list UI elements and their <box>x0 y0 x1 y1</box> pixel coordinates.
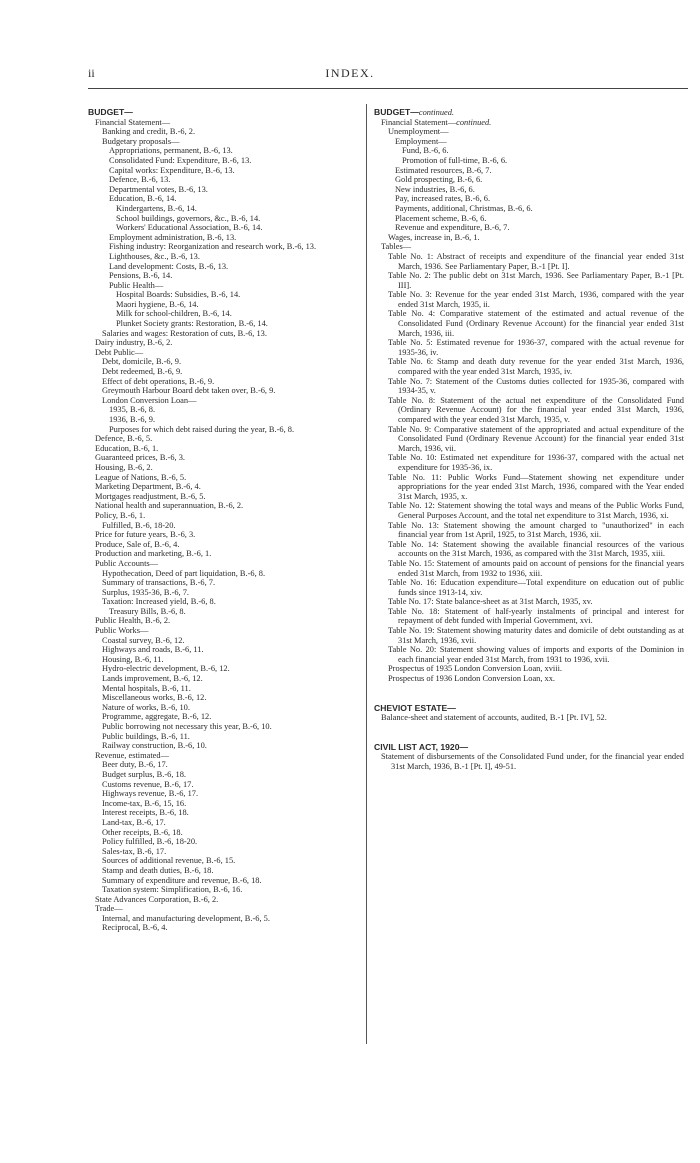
index-entry-text: Maori hygiene, B.-6, 14. <box>116 299 199 309</box>
index-entry <box>88 837 360 847</box>
index-entry-text: Table No. 1: Abstract of receipts and expenditure of the financial year ended 31st March, 1936. See Parliamentary Paper, B.-1 [Pt. I]. <box>388 251 684 271</box>
index-entry-text: Treasury Bills, B.-6, 8. <box>109 606 186 616</box>
index-entry-text: Wages, increase in, B.-6, 1. <box>388 232 480 242</box>
index-entry <box>88 501 360 511</box>
index-entry-text: Lighthouses, &c., B.-6, 13. <box>109 251 200 261</box>
index-entry <box>88 204 360 214</box>
index-entry-text: Table No. 19: Statement showing maturity dates and domicile of debt outstanding as at 31st March, 1936, xvii. <box>388 626 684 645</box>
index-entry <box>88 597 360 607</box>
index-entry-text: Beer duty, B.-6, 17. <box>102 760 168 770</box>
index-entry <box>88 780 360 790</box>
index-column-right <box>374 108 684 772</box>
index-entry <box>88 770 360 780</box>
index-entry-text: Table No. 14: Statement showing the available financial resources of the various accounts on the 31st March, 1936, as compared with the 31st March, 1935, xiii. <box>388 539 684 559</box>
index-entry <box>374 127 684 137</box>
index-entry <box>88 760 360 770</box>
index-entry-text: CHEVIOT ESTATE— <box>374 702 456 713</box>
index-entry-text: Highways and roads, B.-6, 11. <box>102 645 204 655</box>
index-entry-text: Plunket Society grants: Restoration, B.-6, 14. <box>116 319 268 329</box>
index-entry-text: Greymouth Harbour Board debt taken over, B.-6, 9. <box>102 386 276 396</box>
index-entry <box>374 309 684 338</box>
index-entry-text: New industries, B.-6, 6. <box>395 184 475 194</box>
index-entry <box>374 271 684 290</box>
index-entry-text: BUDGET— <box>374 107 419 117</box>
index-entry <box>88 319 360 329</box>
index-entry <box>88 847 360 857</box>
index-entry <box>374 540 684 559</box>
index-entry <box>88 655 360 665</box>
index-entry <box>88 530 360 540</box>
index-entry <box>88 127 360 137</box>
index-entry <box>88 923 360 933</box>
index-entry <box>88 175 360 185</box>
index-entry-text: Hypothecation, Deed of part liquidation, B.-6, 8. <box>102 568 266 578</box>
index-entry <box>88 252 360 262</box>
index-entry <box>374 664 684 674</box>
index-entry-text: Table No. 16: Education expenditure—Total expenditure on education out of public funds since 1913-14, xiv. <box>388 578 684 597</box>
index-entry-text: Programme, aggregate, B.-6, 12. <box>102 712 212 722</box>
index-entry <box>374 242 684 252</box>
index-entry <box>88 732 360 742</box>
index-entry-text: London Conversion Loan— <box>102 395 197 405</box>
index-entry-text: Marketing Department, B.-6, 4. <box>95 482 201 492</box>
index-entry-text: Pay, increased rates, B.-6, 6. <box>395 194 491 204</box>
index-entry <box>88 463 360 473</box>
index-entry <box>88 492 360 502</box>
index-entry <box>374 521 684 540</box>
index-entry-text: Public Health— <box>109 280 164 290</box>
index-entry <box>88 434 360 444</box>
index-entry-text: CIVIL LIST ACT, 1920— <box>374 741 469 752</box>
index-entry-text: Budgetary proposals— <box>102 136 180 146</box>
index-entry <box>88 569 360 579</box>
index-entry-text: Reciprocal, B.-6, 4. <box>102 923 168 933</box>
index-entry-text: Table No. 7: Statement of the Customs duties collected for 1935-36, compared with 1934-35, v. <box>388 376 684 396</box>
index-entry-text: Table No. 12: Statement showing the total ways and means of the Public Works Fund, General Purposes Account, and the total net expenditure to 31st March, 1936, xi. <box>388 501 684 520</box>
index-entry-text: Salaries and wages: Restoration of cuts, B.-6, 13. <box>102 328 267 338</box>
index-heading <box>374 108 684 118</box>
index-entry-text: League of Nations, B.-6, 5. <box>95 472 187 482</box>
page-number: ii <box>88 66 95 80</box>
index-entry <box>88 156 360 166</box>
index-entry-text: Hydro-electric development, B.-6, 12. <box>102 664 230 674</box>
index-entry-text: Employment administration, B.-6, 13. <box>109 232 237 242</box>
index-entry-text: Revenue and expenditure, B.-6, 7. <box>395 223 510 233</box>
index-entry-text: Table No. 4: Comparative statement of the estimated and actual revenue of the Consolidated Fund (Ordinary Revenue Account) for the financial year ended 31st March, 1936, iii. <box>388 309 684 338</box>
index-entry <box>374 501 684 520</box>
index-entry-text: Prospectus of 1936 London Conversion Loan, xx. <box>388 674 556 684</box>
index-entry <box>88 741 360 751</box>
index-entry-text: Gold prospecting, B.-6, 6. <box>395 175 483 185</box>
index-entry-text: Railway construction, B.-6, 10. <box>102 741 207 751</box>
index-entry <box>88 473 360 483</box>
index-entry-text: Coastal survey, B.-6, 12. <box>102 635 185 645</box>
index-entry-text: Statement of disbursements of the Consolidated Fund under, for the financial year ended 31st March, 1936, B.-1 [Pt. I], 49-51. <box>381 752 684 771</box>
index-entry <box>374 626 684 645</box>
index-entry <box>88 309 360 319</box>
index-entry-text: Lands improvement, B.-6, 12. <box>102 674 203 684</box>
index-entry <box>374 674 684 684</box>
index-entry <box>374 713 684 723</box>
index-entry-text: Taxation: Increased yield, B.-6, 8. <box>102 597 216 607</box>
header-rule <box>88 88 688 89</box>
index-entry <box>88 223 360 233</box>
index-entry <box>88 607 360 617</box>
continued-label: continued. <box>418 108 455 117</box>
index-entry <box>374 357 684 376</box>
index-entry-text: Land development: Costs, B.-6, 13. <box>109 261 229 271</box>
index-entry <box>88 616 360 626</box>
index-entry-text: Sources of additional revenue, B.-6, 15. <box>102 856 236 866</box>
index-entry <box>374 175 684 185</box>
index-entry <box>374 607 684 626</box>
index-entry <box>88 262 360 272</box>
index-entry <box>88 856 360 866</box>
index-entry <box>88 425 360 435</box>
index-entry-text: Debt Public— <box>95 347 144 357</box>
index-entry-text: Policy fulfilled, B.-6, 18-20. <box>102 837 198 847</box>
index-entry <box>88 386 360 396</box>
index-entry <box>88 818 360 828</box>
index-entry <box>88 377 360 387</box>
index-entry-text: Balance-sheet and statement of accounts, audited, B.-1 [Pt. IV], 52. <box>381 713 607 723</box>
index-entry-text: Purposes for which debt raised during the year, B.-6, 8. <box>109 424 295 434</box>
index-entry <box>374 396 684 425</box>
index-entry <box>88 367 360 377</box>
index-entry-text: Table No. 15: Statement of amounts paid on account of pensions for the financial years ended 31st March, from 1932 to 1936, xiii. <box>388 558 684 578</box>
index-entry-text: Estimated resources, B.-6, 7. <box>395 165 492 175</box>
index-entry <box>88 185 360 195</box>
index-entry <box>374 185 684 195</box>
index-entry <box>374 290 684 309</box>
index-entry-text: Promotion of full-time, B.-6, 6. <box>402 155 508 165</box>
index-entry <box>374 597 684 607</box>
index-entry-text: Public Health, B.-6, 2. <box>95 616 171 626</box>
index-entry <box>88 578 360 588</box>
index-entry-text: Customs revenue, B.-6, 17. <box>102 779 194 789</box>
index-entry <box>374 377 684 396</box>
index-entry <box>88 712 360 722</box>
index-entry <box>88 137 360 147</box>
index-entry-text: Public Accounts— <box>95 558 159 568</box>
index-entry-text: Mortgages readjustment, B.-6, 5. <box>95 491 206 501</box>
index-entry <box>374 752 684 771</box>
index-entry <box>374 645 684 664</box>
index-entry-text: Production and marketing, B.-6, 1. <box>95 549 212 559</box>
index-entry-text: Public buildings, B.-6, 11. <box>102 731 190 741</box>
index-entry <box>374 137 684 147</box>
index-entry <box>88 396 360 406</box>
index-entry <box>88 895 360 905</box>
index-entry-text: Table No. 11: Public Works Fund—Statement showing net expenditure under appropriations for the year ended 31st March, 1936, compared with the Year ended 31st March, 1935, x. <box>388 472 684 501</box>
index-entry <box>88 559 360 569</box>
index-entry <box>88 290 360 300</box>
index-entry-text: 1936, B.-6, 9. <box>109 415 156 424</box>
index-entry-text: Revenue, estimated— <box>95 750 169 760</box>
index-entry <box>374 214 684 224</box>
index-heading <box>374 743 684 753</box>
index-entry <box>374 453 684 472</box>
index-entry-text: Housing, B.-6, 11. <box>102 654 164 664</box>
index-entry-text: Summary of expenditure and revenue, B.-6, 18. <box>102 875 262 885</box>
index-entry-text: Interest receipts, B.-6, 18. <box>102 808 189 818</box>
index-entry <box>374 166 684 176</box>
index-entry <box>374 338 684 357</box>
index-entry-text: Appropriations, permanent, B.-6, 13. <box>109 146 233 156</box>
index-entry <box>374 578 684 597</box>
index-entry <box>88 300 360 310</box>
index-entry-text: Employment— <box>395 136 447 146</box>
column-divider <box>366 104 367 1044</box>
index-entry-text: Miscellaneous works, B.-6, 12. <box>102 693 207 703</box>
index-entry <box>88 511 360 521</box>
index-entry <box>88 904 360 914</box>
index-entry-text: Table No. 10: Estimated net expenditure for 1936-37, compared with the actual net expenditure for 1935-36, ix. <box>388 453 684 472</box>
index-entry <box>374 252 684 271</box>
index-entry-text: Workers' Educational Association, B.-6, 14. <box>116 223 263 233</box>
index-entry-text: Internal, and manufacturing development, B.-6, 5. <box>102 913 270 923</box>
index-entry-text: Taxation system: Simplification, B.-6, 16. <box>102 885 243 895</box>
index-entry-text: Surplus, 1935-36, B.-6, 7. <box>102 587 190 597</box>
index-entry-text: Table No. 13: Statement showing the amount charged to "unauthorized" in each financial year from 1st April, 1925, to 31st March, 1936, xii. <box>388 520 684 540</box>
index-entry <box>88 588 360 598</box>
index-entry-text: Consolidated Fund: Expenditure, B.-6, 13. <box>109 155 252 165</box>
index-entry-text: Pensions, B.-6, 14. <box>109 271 173 281</box>
index-entry <box>88 405 360 415</box>
index-entry <box>88 828 360 838</box>
index-entry <box>88 271 360 281</box>
index-entry <box>88 866 360 876</box>
index-entry <box>374 233 684 243</box>
index-heading <box>374 704 684 714</box>
index-entry <box>88 885 360 895</box>
index-entry-text: Nature of works, B.-6, 10. <box>102 702 190 712</box>
index-entry <box>374 146 684 156</box>
index-entry <box>88 540 360 550</box>
index-entry-text: Policy, B.-6, 1. <box>95 510 146 520</box>
index-entry-text: Financial Statement— <box>95 117 171 127</box>
index-entry-text: Table No. 17: State balance-sheet as at 31st March, 1935, xv. <box>388 597 593 607</box>
index-entry <box>88 166 360 176</box>
index-entry-text: Debt, domicile, B.-6, 9. <box>102 357 182 367</box>
index-entry <box>374 559 684 578</box>
index-entry-text: Education, B.-6, 1. <box>95 443 159 453</box>
index-entry-text: Payments, additional, Christmas, B.-6, 6. <box>395 203 533 213</box>
index-entry <box>88 453 360 463</box>
index-entry <box>374 156 684 166</box>
index-entry <box>88 684 360 694</box>
index-entry <box>374 194 684 204</box>
index-entry <box>88 626 360 636</box>
index-entry <box>374 473 684 502</box>
index-entry-text: Housing, B.-6, 2. <box>95 462 153 472</box>
index-entry-text: Table No. 9: Comparative statement of the appropriated and actual expenditure of the Consolidated Fund (Ordinary Revenue Account) for the financial year ended 31st March, 1936, vii. <box>388 424 684 453</box>
index-entry <box>88 194 360 204</box>
index-entry-text: Table No. 3: Revenue for the year ended 31st March, 1936, compared with the year ended 31st March, 1935, ii. <box>388 290 684 309</box>
index-entry <box>88 914 360 924</box>
index-entry <box>374 223 684 233</box>
index-entry <box>88 281 360 291</box>
index-entry-text: Table No. 20: Statement showing values of imports and exports of the Dominion in each financial year ended 31st March, from 1931 to 1936, xvii. <box>388 645 684 664</box>
index-entry-text: Effect of debt operations, B.-6, 9. <box>102 376 215 386</box>
index-entry <box>88 233 360 243</box>
index-entry <box>88 146 360 156</box>
index-entry <box>374 118 684 128</box>
index-entry-text: Milk for school-children, B.-6, 14. <box>116 309 232 319</box>
index-column-left <box>88 108 360 933</box>
index-entry-text: 1935, B.-6, 8. <box>109 405 156 415</box>
page-title: INDEX. <box>325 66 375 80</box>
index-entry-text: Produce, Sale of, B.-6, 4. <box>95 539 180 549</box>
index-entry <box>88 329 360 339</box>
continued-label: continued. <box>456 117 492 127</box>
index-entry <box>88 645 360 655</box>
index-entry-text: Education, B.-6, 14. <box>109 194 177 204</box>
index-heading <box>88 108 360 118</box>
index-entry-text: Defence, B.-6, 5. <box>95 434 153 444</box>
index-entry-text: Stamp and death duties, B.-6, 18. <box>102 865 214 875</box>
index-entry <box>374 425 684 454</box>
index-entry-text: Price for future years, B.-6, 3. <box>95 530 196 540</box>
index-entry-text: Table No. 5: Estimated revenue for 1936-37, compared with the actual revenue for 1935-36, iv. <box>388 338 684 357</box>
index-entry <box>88 876 360 886</box>
index-entry-text: National health and superannuation, B.-6, 2. <box>95 501 244 511</box>
index-entry-text: Sales-tax, B.-6, 17. <box>102 846 167 856</box>
index-entry-text: Budget surplus, B.-6, 18. <box>102 769 186 779</box>
index-entry-text: Defence, B.-6, 13. <box>109 175 171 185</box>
index-entry-text: Table No. 18: Statement of half-yearly instalments of principal and interest for repayment of debt funded with Imperial Government, xvi. <box>388 606 684 626</box>
index-entry-text: Trade— <box>95 904 123 914</box>
index-entry <box>374 204 684 214</box>
index-entry-text: Highways revenue, B.-6, 17. <box>102 789 199 799</box>
index-entry <box>88 521 360 531</box>
index-entry <box>88 799 360 809</box>
index-entry-text: Prospectus of 1935 London Conversion Loan, xviii. <box>388 664 562 674</box>
index-entry-text: Other receipts, B.-6, 18. <box>102 827 183 837</box>
index-entry-text: Banking and credit, B.-6, 2. <box>102 127 196 137</box>
index-entry <box>88 789 360 799</box>
index-entry-text: Capital works: Expenditure, B.-6, 13. <box>109 165 235 175</box>
index-entry <box>88 751 360 761</box>
index-entry-text: School buildings, governors, &c., B.-6, 14. <box>116 213 261 223</box>
index-entry <box>88 664 360 674</box>
index-entry-text: State Advances Corporation, B.-6, 2. <box>95 894 219 904</box>
index-entry-text: Kindergartens, B.-6, 14. <box>116 203 197 213</box>
index-entry-text: Public Works— <box>95 626 149 636</box>
index-entry <box>88 549 360 559</box>
index-entry-text: Table No. 2: The public debt on 31st March, 1936. See Parliamentary Paper, B.-1 [Pt. III]. <box>388 271 684 290</box>
index-entry <box>88 636 360 646</box>
index-entry <box>88 357 360 367</box>
index-entry-text: BUDGET— <box>88 107 133 117</box>
index-entry <box>88 693 360 703</box>
index-entry-text: Mental hospitals, B.-6, 11. <box>102 683 191 693</box>
index-entry-text: Financial Statement— <box>381 117 457 127</box>
index-entry-text: Debt redeemed, B.-6, 9. <box>102 367 183 377</box>
index-entry-text: Placement scheme, B.-6, 6. <box>395 213 487 223</box>
index-entry <box>88 338 360 348</box>
index-entry <box>88 118 360 128</box>
index-entry-text: Hospital Boards: Subsidies, B.-6, 14. <box>116 290 241 300</box>
index-entry <box>88 415 360 425</box>
index-entry-text: Table No. 8: Statement of the actual net expenditure of the Consolidated Fund (Ordinary Revenue Account) for the financial year ended 31st March, 1936, compared with the year ended 31st March, 1935, v. <box>388 395 684 424</box>
index-entry <box>88 214 360 224</box>
index-entry-text: Public borrowing not necessary this year, B.-6, 10. <box>102 722 272 731</box>
index-entry-text: Summary of transactions, B.-6, 7. <box>102 578 216 588</box>
index-entry-text: Guaranteed prices, B.-6, 3. <box>95 453 185 463</box>
index-entry-text: Land-tax, B.-6, 17. <box>102 817 166 827</box>
index-entry-text: Fund, B.-6, 6. <box>402 146 449 156</box>
index-entry <box>88 674 360 684</box>
index-entry-text: Fishing industry: Reorganization and research work, B.-6, 13. <box>109 242 317 252</box>
index-entry-text: Income-tax, B.-6, 15, 16. <box>102 798 187 808</box>
index-entry-text: Unemployment— <box>388 127 449 137</box>
index-entry-text: Departmental votes, B.-6, 13. <box>109 184 208 194</box>
index-entry <box>88 722 360 732</box>
index-entry-text: Table No. 6: Stamp and death duty revenue for the year ended 31st March, 1936, compared with the year ended 31st March, 1935, iv. <box>388 357 684 377</box>
index-entry <box>88 703 360 713</box>
index-entry-text: Tables— <box>381 242 412 252</box>
index-entry <box>88 444 360 454</box>
index-entry <box>88 808 360 818</box>
index-entry <box>88 242 360 252</box>
index-entry-text: Fulfilled, B.-6, 18-20. <box>102 520 176 530</box>
index-entry-text: Dairy industry, B.-6, 2. <box>95 338 173 348</box>
index-entry <box>88 348 360 358</box>
index-entry <box>88 482 360 492</box>
